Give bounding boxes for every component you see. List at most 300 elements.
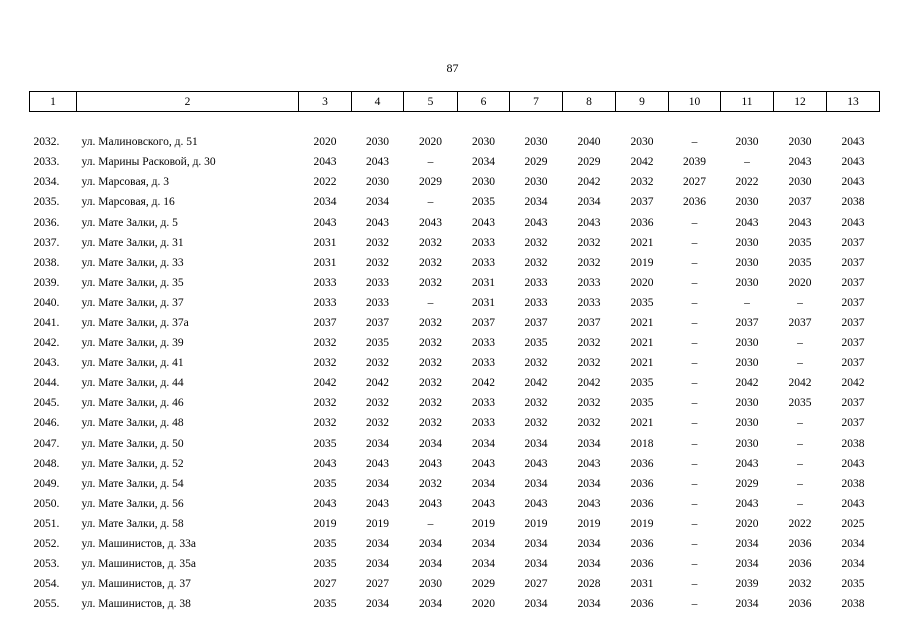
table-row bbox=[30, 132, 880, 152]
year-cell: 2031 bbox=[313, 236, 337, 249]
year-cell: 2034 bbox=[577, 558, 601, 571]
address-cell: ул. Мате Залки, д. 33 bbox=[81, 256, 184, 269]
year-cell: 2038 bbox=[841, 196, 865, 209]
year-cell: 2032 bbox=[524, 397, 548, 410]
year-cell: 2032 bbox=[524, 357, 548, 370]
year-cell: 2033 bbox=[524, 296, 548, 309]
year-cell: 2035 bbox=[630, 397, 654, 410]
year-cell: 2030 bbox=[735, 437, 759, 450]
year-cell: 2037 bbox=[841, 276, 865, 289]
year-cell: 2037 bbox=[841, 417, 865, 430]
year-cell: 2034 bbox=[735, 558, 759, 571]
year-cell: 2032 bbox=[524, 256, 548, 269]
year-cell: 2032 bbox=[577, 256, 601, 269]
row-number-cell: 2049. bbox=[33, 477, 60, 490]
table-row bbox=[30, 554, 880, 574]
year-cell: 2030 bbox=[735, 397, 759, 410]
year-cell: 2043 bbox=[366, 457, 389, 470]
year-cell: – bbox=[691, 236, 698, 249]
year-cell: 2019 bbox=[630, 517, 654, 530]
row-number-cell: 2033. bbox=[33, 156, 60, 169]
year-cell: 2034 bbox=[366, 538, 389, 551]
year-cell: 2034 bbox=[472, 437, 495, 450]
year-cell: 2035 bbox=[366, 337, 389, 350]
year-cell: – bbox=[797, 296, 803, 309]
year-cell: 2038 bbox=[841, 477, 865, 490]
year-cell: 2029 bbox=[577, 156, 601, 169]
table-row bbox=[30, 152, 880, 172]
year-cell: 2036 bbox=[788, 558, 812, 571]
year-cell: 2039 bbox=[735, 578, 759, 591]
year-cell: 2035 bbox=[313, 558, 337, 571]
row-number-cell: 2032. bbox=[33, 136, 60, 149]
year-cell: 2043 bbox=[841, 136, 865, 149]
row-number-cell: 2047. bbox=[33, 437, 60, 450]
column-header: 3 bbox=[299, 92, 352, 112]
year-cell: 2019 bbox=[577, 517, 601, 530]
year-cell: 2032 bbox=[419, 337, 442, 350]
address-cell: ул. Мате Залки, д. 58 bbox=[81, 517, 184, 530]
row-number-cell: 2039. bbox=[33, 276, 60, 289]
year-cell: 2019 bbox=[366, 517, 389, 530]
table-row bbox=[30, 413, 880, 433]
year-cell: – bbox=[797, 457, 803, 470]
year-cell: 2031 bbox=[472, 276, 495, 289]
year-cell: 2033 bbox=[577, 276, 601, 289]
year-cell: 2030 bbox=[472, 136, 495, 149]
year-cell: 2034 bbox=[577, 437, 601, 450]
year-cell: 2019 bbox=[313, 517, 337, 530]
row-number-cell: 2040. bbox=[33, 296, 60, 309]
year-cell: 2021 bbox=[630, 337, 654, 350]
year-cell: 2027 bbox=[313, 578, 337, 591]
year-cell: 2018 bbox=[630, 437, 654, 450]
year-cell: 2043 bbox=[313, 497, 337, 510]
year-cell: 2042 bbox=[577, 377, 601, 390]
year-cell: – bbox=[691, 256, 698, 269]
year-cell: 2040 bbox=[577, 136, 601, 149]
table-row bbox=[30, 494, 880, 514]
data-table bbox=[29, 91, 880, 614]
year-cell: 2042 bbox=[472, 377, 495, 390]
year-cell: 2034 bbox=[524, 538, 548, 551]
year-cell: 2032 bbox=[577, 236, 601, 249]
year-cell: 2033 bbox=[524, 276, 548, 289]
year-cell: 2043 bbox=[841, 216, 865, 229]
year-cell: 2037 bbox=[841, 337, 865, 350]
year-cell: 2034 bbox=[366, 558, 389, 571]
year-cell: 2043 bbox=[524, 497, 548, 510]
year-cell: 2037 bbox=[524, 316, 548, 329]
row-number-cell: 2036. bbox=[33, 216, 60, 229]
year-cell: – bbox=[691, 316, 698, 329]
year-cell: 2030 bbox=[788, 176, 812, 189]
year-cell: 2037 bbox=[841, 397, 865, 410]
table-row bbox=[30, 474, 880, 494]
year-cell: 2032 bbox=[366, 357, 389, 370]
year-cell: 2037 bbox=[841, 316, 865, 329]
year-cell: 2035 bbox=[788, 256, 812, 269]
year-cell: 2034 bbox=[524, 598, 548, 611]
year-cell: 2032 bbox=[366, 256, 389, 269]
year-cell: 2043 bbox=[577, 457, 601, 470]
row-number-cell: 2042. bbox=[33, 337, 60, 350]
year-cell: 2034 bbox=[366, 477, 389, 490]
year-cell: 2037 bbox=[735, 316, 759, 329]
year-cell: 2035 bbox=[788, 236, 812, 249]
year-cell: – bbox=[744, 156, 750, 169]
year-cell: – bbox=[691, 578, 698, 591]
year-cell: 2033 bbox=[472, 337, 495, 350]
year-cell: 2042 bbox=[841, 377, 865, 390]
year-cell: 2032 bbox=[313, 397, 337, 410]
year-cell: 2033 bbox=[366, 296, 389, 309]
year-cell: 2043 bbox=[735, 457, 759, 470]
year-cell: 2037 bbox=[841, 236, 865, 249]
year-cell: 2034 bbox=[419, 598, 442, 611]
year-cell: 2030 bbox=[472, 176, 495, 189]
year-cell: 2032 bbox=[577, 337, 601, 350]
table-row bbox=[30, 373, 880, 393]
year-cell: 2043 bbox=[419, 497, 442, 510]
year-cell: – bbox=[427, 196, 434, 209]
year-cell: 2032 bbox=[419, 316, 442, 329]
row-number-cell: 2055. bbox=[33, 598, 60, 611]
column-header: 10 bbox=[669, 92, 721, 112]
year-cell: 2033 bbox=[472, 417, 495, 430]
year-cell: 2037 bbox=[472, 316, 495, 329]
table-row bbox=[30, 574, 880, 594]
table-row bbox=[30, 594, 880, 614]
year-cell: 2032 bbox=[313, 337, 337, 350]
year-cell: 2043 bbox=[472, 497, 495, 510]
year-cell: 2034 bbox=[524, 196, 548, 209]
row-number-cell: 2054. bbox=[33, 578, 60, 591]
address-cell: ул. Мате Залки, д. 39 bbox=[81, 337, 184, 350]
year-cell: 2042 bbox=[366, 377, 389, 390]
table-row bbox=[30, 212, 880, 232]
year-cell: 2034 bbox=[524, 477, 548, 490]
year-cell: – bbox=[691, 136, 698, 149]
year-cell: 2020 bbox=[630, 276, 654, 289]
table-row bbox=[30, 313, 880, 333]
year-cell: 2032 bbox=[366, 417, 389, 430]
year-cell: – bbox=[427, 296, 434, 309]
year-cell: 2042 bbox=[577, 176, 601, 189]
year-cell: 2030 bbox=[735, 276, 759, 289]
year-cell: 2043 bbox=[841, 497, 865, 510]
year-cell: 2034 bbox=[524, 437, 548, 450]
year-cell: 2020 bbox=[472, 598, 495, 611]
year-cell: – bbox=[691, 477, 698, 490]
year-cell: – bbox=[797, 357, 803, 370]
year-cell: 2043 bbox=[313, 156, 337, 169]
spacer-row bbox=[30, 112, 880, 133]
year-cell: – bbox=[797, 497, 803, 510]
year-cell: 2032 bbox=[419, 236, 442, 249]
year-cell: – bbox=[797, 417, 803, 430]
year-cell: 2030 bbox=[735, 337, 759, 350]
column-header: 13 bbox=[827, 92, 880, 112]
year-cell: 2020 bbox=[788, 276, 812, 289]
year-cell: 2035 bbox=[630, 377, 654, 390]
year-cell: 2032 bbox=[419, 276, 442, 289]
year-cell: 2037 bbox=[313, 316, 337, 329]
year-cell: 2036 bbox=[788, 598, 812, 611]
year-cell: 2030 bbox=[366, 176, 389, 189]
row-number-cell: 2035. bbox=[33, 196, 60, 209]
year-cell: 2022 bbox=[313, 176, 337, 189]
year-cell: 2038 bbox=[841, 437, 865, 450]
year-cell: 2034 bbox=[366, 437, 389, 450]
year-cell: 2033 bbox=[472, 357, 495, 370]
table-row bbox=[30, 393, 880, 413]
year-cell: – bbox=[691, 357, 698, 370]
year-cell: 2043 bbox=[841, 457, 865, 470]
table-row bbox=[30, 273, 880, 293]
year-cell: 2035 bbox=[313, 477, 337, 490]
row-number-cell: 2041. bbox=[33, 316, 60, 329]
year-cell: 2035 bbox=[841, 578, 865, 591]
year-cell: 2035 bbox=[524, 337, 548, 350]
year-cell: 2034 bbox=[841, 538, 865, 551]
year-cell: 2034 bbox=[419, 538, 442, 551]
year-cell: 2039 bbox=[683, 156, 706, 169]
year-cell: 2036 bbox=[630, 477, 654, 490]
year-cell: 2032 bbox=[419, 256, 442, 269]
year-cell: 2032 bbox=[524, 236, 548, 249]
year-cell: 2036 bbox=[788, 538, 812, 551]
row-number-cell: 2044. bbox=[33, 377, 60, 390]
year-cell: – bbox=[691, 517, 698, 530]
year-cell: 2043 bbox=[419, 216, 442, 229]
year-cell: 2034 bbox=[841, 558, 865, 571]
year-cell: 2032 bbox=[577, 397, 601, 410]
address-cell: ул. Мате Залки, д. 46 bbox=[81, 397, 184, 410]
year-cell: 2042 bbox=[524, 377, 548, 390]
year-cell: 2037 bbox=[841, 296, 865, 309]
year-cell: 2043 bbox=[841, 156, 865, 169]
year-cell: 2043 bbox=[735, 216, 759, 229]
year-cell: 2034 bbox=[577, 538, 601, 551]
year-cell: 2043 bbox=[788, 216, 812, 229]
year-cell: 2043 bbox=[366, 216, 389, 229]
year-cell: 2033 bbox=[472, 256, 495, 269]
year-cell: – bbox=[691, 296, 698, 309]
table-row bbox=[30, 534, 880, 554]
table-row bbox=[30, 514, 880, 534]
year-cell: 2034 bbox=[735, 538, 759, 551]
table-row bbox=[30, 192, 880, 212]
year-cell: 2035 bbox=[630, 296, 654, 309]
year-cell: – bbox=[691, 437, 698, 450]
address-cell: ул. Мате Залки, д. 50 bbox=[81, 437, 184, 450]
year-cell: 2032 bbox=[419, 357, 442, 370]
address-cell: ул. Машинистов, д. 33а bbox=[81, 538, 196, 551]
page-number: 87 bbox=[446, 61, 459, 75]
address-cell: ул. Мате Залки, д. 37а bbox=[81, 316, 189, 329]
year-cell: 2037 bbox=[577, 316, 601, 329]
year-cell: 2042 bbox=[630, 156, 654, 169]
year-cell: 2019 bbox=[630, 256, 654, 269]
year-cell: – bbox=[691, 417, 698, 430]
year-cell: – bbox=[691, 538, 698, 551]
address-cell: ул. Мате Залки, д. 56 bbox=[81, 497, 184, 510]
address-cell: ул. Мате Залки, д. 44 bbox=[81, 377, 184, 390]
header-row bbox=[30, 92, 880, 112]
row-number-cell: 2046. bbox=[33, 417, 60, 430]
year-cell: 2037 bbox=[630, 196, 654, 209]
column-header: 2 bbox=[77, 92, 299, 112]
year-cell: 2034 bbox=[524, 558, 548, 571]
year-cell: – bbox=[691, 558, 698, 571]
year-cell: 2020 bbox=[313, 136, 337, 149]
year-cell: 2028 bbox=[577, 578, 601, 591]
year-cell: 2032 bbox=[630, 176, 654, 189]
year-cell: – bbox=[691, 377, 698, 390]
year-cell: 2035 bbox=[313, 598, 337, 611]
year-cell: 2021 bbox=[630, 316, 654, 329]
year-cell: 2036 bbox=[630, 497, 654, 510]
year-cell: 2043 bbox=[366, 156, 389, 169]
year-cell: 2032 bbox=[313, 417, 337, 430]
year-cell: 2034 bbox=[472, 538, 495, 551]
year-cell: 2043 bbox=[524, 457, 548, 470]
year-cell: 2030 bbox=[735, 196, 759, 209]
year-cell: – bbox=[691, 598, 698, 611]
year-cell: – bbox=[797, 337, 803, 350]
year-cell: 2030 bbox=[788, 136, 812, 149]
address-cell: ул. Марсовая, д. 16 bbox=[81, 196, 175, 209]
year-cell: – bbox=[797, 437, 803, 450]
year-cell: 2034 bbox=[472, 156, 495, 169]
year-cell: 2022 bbox=[788, 517, 812, 530]
address-cell: ул. Машинистов, д. 37 bbox=[81, 578, 191, 591]
year-cell: 2043 bbox=[419, 457, 442, 470]
year-cell: 2033 bbox=[472, 236, 495, 249]
year-cell: 2032 bbox=[419, 377, 442, 390]
year-cell: 2029 bbox=[524, 156, 548, 169]
year-cell: 2034 bbox=[366, 196, 389, 209]
year-cell: 2032 bbox=[366, 397, 389, 410]
column-header: 1 bbox=[30, 92, 77, 112]
table-row bbox=[30, 434, 880, 454]
year-cell: 2019 bbox=[524, 517, 548, 530]
year-cell: 2032 bbox=[419, 397, 442, 410]
year-cell: 2037 bbox=[788, 316, 812, 329]
table-row bbox=[30, 172, 880, 192]
table-row bbox=[30, 233, 880, 253]
year-cell: 2033 bbox=[472, 397, 495, 410]
year-cell: – bbox=[744, 296, 750, 309]
address-cell: ул. Мате Залки, д. 31 bbox=[81, 236, 184, 249]
year-cell: – bbox=[691, 216, 698, 229]
year-cell: 2032 bbox=[313, 357, 337, 370]
year-cell: 2019 bbox=[472, 517, 495, 530]
year-cell: 2043 bbox=[524, 216, 548, 229]
year-cell: 2034 bbox=[472, 558, 495, 571]
year-cell: – bbox=[691, 457, 698, 470]
year-cell: 2029 bbox=[472, 578, 495, 591]
year-cell: 2031 bbox=[313, 256, 337, 269]
year-cell: 2036 bbox=[630, 216, 654, 229]
year-cell: 2030 bbox=[419, 578, 442, 591]
table-row bbox=[30, 353, 880, 373]
year-cell: 2034 bbox=[735, 598, 759, 611]
address-cell: ул. Мате Залки, д. 5 bbox=[81, 216, 178, 229]
year-cell: – bbox=[691, 497, 698, 510]
year-cell: 2043 bbox=[366, 497, 389, 510]
year-cell: 2027 bbox=[524, 578, 548, 591]
table-row bbox=[30, 333, 880, 353]
year-cell: 2037 bbox=[366, 316, 389, 329]
address-cell: ул. Марины Расковой, д. 30 bbox=[81, 156, 216, 169]
year-cell: 2043 bbox=[788, 156, 812, 169]
year-cell: 2043 bbox=[472, 216, 495, 229]
year-cell: 2030 bbox=[524, 136, 548, 149]
address-cell: ул. Машинистов, д. 35а bbox=[81, 558, 196, 571]
year-cell: 2038 bbox=[841, 598, 865, 611]
year-cell: 2031 bbox=[630, 578, 654, 591]
year-cell: 2034 bbox=[577, 477, 601, 490]
column-header: 4 bbox=[352, 92, 404, 112]
year-cell: 2037 bbox=[841, 256, 865, 269]
year-cell: – bbox=[427, 156, 434, 169]
address-cell: ул. Мате Залки, д. 41 bbox=[81, 357, 184, 370]
year-cell: 2042 bbox=[313, 377, 337, 390]
year-cell: 2043 bbox=[577, 497, 601, 510]
year-cell: 2021 bbox=[630, 357, 654, 370]
address-cell: ул. Мате Залки, д. 54 bbox=[81, 477, 184, 490]
year-cell: 2029 bbox=[419, 176, 442, 189]
column-header: 5 bbox=[404, 92, 458, 112]
address-cell: ул. Мате Залки, д. 52 bbox=[81, 457, 184, 470]
row-number-cell: 2048. bbox=[33, 457, 60, 470]
year-cell: 2032 bbox=[524, 417, 548, 430]
year-cell: 2033 bbox=[313, 276, 337, 289]
column-header: 6 bbox=[458, 92, 510, 112]
year-cell: 2030 bbox=[735, 236, 759, 249]
year-cell: 2043 bbox=[577, 216, 601, 229]
column-header: 11 bbox=[721, 92, 774, 112]
address-cell: ул. Мате Залки, д. 48 bbox=[81, 417, 184, 430]
year-cell: 2030 bbox=[366, 136, 389, 149]
row-number-cell: 2045. bbox=[33, 397, 60, 410]
year-cell: 2037 bbox=[841, 357, 865, 370]
row-number-cell: 2053. bbox=[33, 558, 60, 571]
year-cell: – bbox=[691, 276, 698, 289]
year-cell: 2034 bbox=[472, 477, 495, 490]
year-cell: – bbox=[797, 477, 803, 490]
year-cell: 2043 bbox=[841, 176, 865, 189]
year-cell: 2030 bbox=[524, 176, 548, 189]
year-cell: 2025 bbox=[841, 517, 865, 530]
year-cell: 2035 bbox=[788, 397, 812, 410]
year-cell: 2027 bbox=[366, 578, 389, 591]
year-cell: 2020 bbox=[419, 136, 442, 149]
year-cell: 2034 bbox=[577, 196, 601, 209]
year-cell: 2030 bbox=[735, 417, 759, 430]
year-cell: 2034 bbox=[366, 598, 389, 611]
year-cell: – bbox=[691, 397, 698, 410]
table-body bbox=[30, 112, 880, 615]
year-cell: 2034 bbox=[313, 196, 337, 209]
year-cell: – bbox=[691, 337, 698, 350]
year-cell: 2027 bbox=[683, 176, 706, 189]
year-cell: 2036 bbox=[630, 538, 654, 551]
year-cell: 2033 bbox=[366, 276, 389, 289]
column-header: 7 bbox=[510, 92, 563, 112]
